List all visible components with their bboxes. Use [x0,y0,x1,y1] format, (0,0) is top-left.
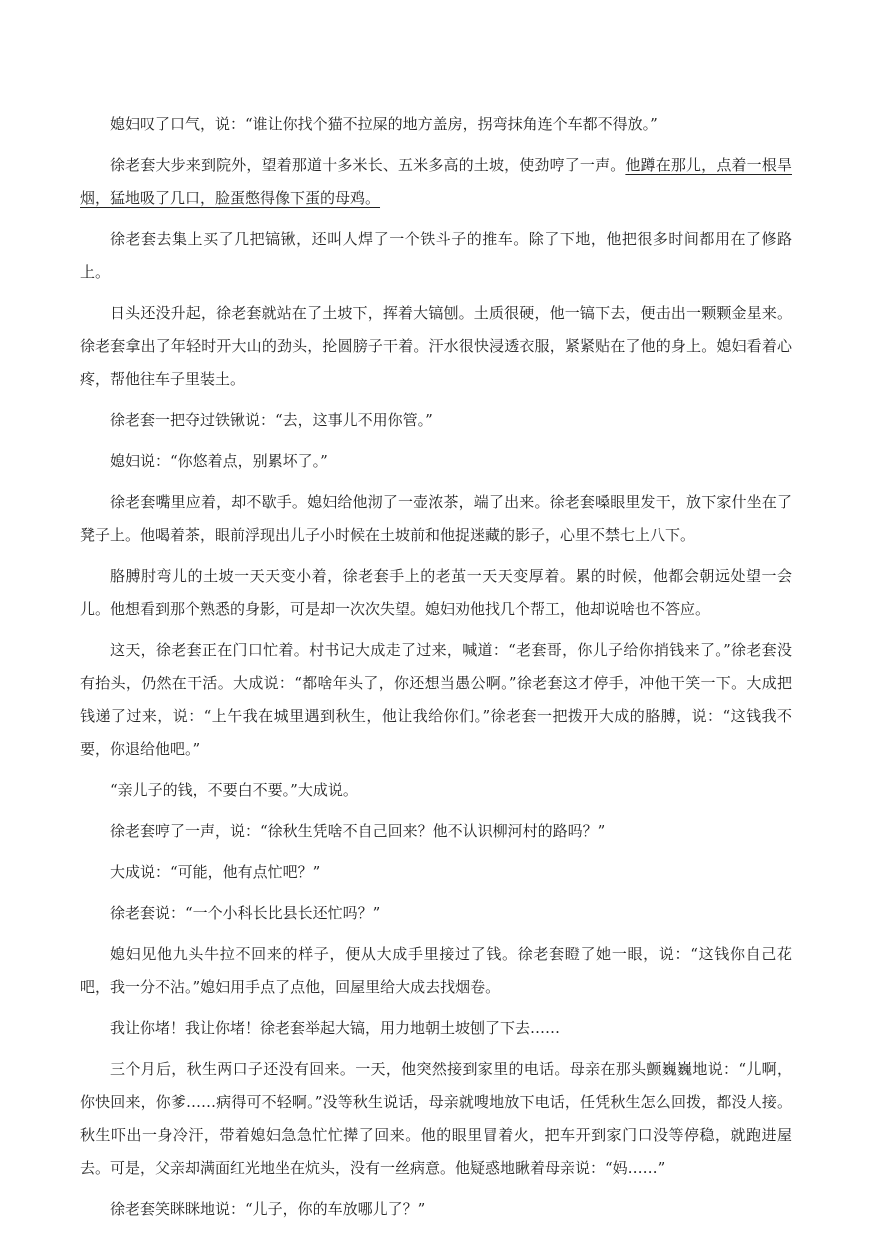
paragraph: 徐老套说：“一个小科长比县长还忙吗？” [110,904,381,922]
paragraph-text: 徐老套大步来到院外，望着那道十多米长、五米多高的土坡，使劲哼了一声。 [110,156,626,174]
paragraph: 徐老套一把夺过铁锹说：“去，这事儿不用你管。” [110,411,433,429]
paragraph: 三个月后，秋生两口子还没有回来。一天，他突然接到家里的电话。母亲在那头颤巍巍地说：“儿啊，你快回来，你爹……病得可不轻啊。”没等秋生说话，母亲就嗖地放下电话，任凭秋生怎么回拨，都没人接。秋生吓出一身冷汗，带着媳妇急急忙忙撵了回来。他的眼里冒着火，把车开到家门口没等停稳，就跑进屋去。可是，父亲却满面红光地坐在炕头，没有一丝病意。他疑惑地瞅着母亲说：“妈……” [80,1060,792,1177]
underlined-sentence: 他蹲在那儿，点着一根旱烟，猛地吸了几口，脸蛋憋得像下蛋的母鸡。 [80,156,792,207]
paragraph: 这天，徐老套正在门口忙着。村书记大成走了过来，喊道：“老套哥，你儿子给你捎钱来了。”徐老套没有抬头，仍然在干活。大成说：“都啥年头了，你还想当愚公啊。”徐老套这才停手，冲他干笑一下。大成把钱递了过来，说：“上午我在城里遇到秋生，他让我给你们。”徐老套一把拨开大成的胳膊，说：“这钱我不要，你退给他吧。” [80,641,792,758]
paragraph: 媳妇叹了口气，说：“谁让你找个猫不拉屎的地方盖房，拐弯抹角连个车都不得放。” [110,115,658,133]
paragraph: 媳妇说：“你悠着点，别累坏了。” [110,452,328,470]
paragraph: 大成说：“可能，他有点忙吧？” [110,863,321,881]
paragraph: 徐老套笑眯眯地说：“儿子，你的车放哪儿了？” [110,1200,426,1218]
paragraph: 日头还没升起，徐老套就站在了土坡下，挥着大镐刨。土质很硬，他一镐下去，便击出一颗颗金星来。徐老套拿出了年轻时开大山的劲头，抡圆膀子干着。汗水很快浸透衣服，紧紧贴在了他的身上。媳妇看着心疼，帮他往车子里装土。 [80,304,792,388]
paragraph: “亲儿子的钱，不要白不要。”大成说。 [110,781,358,799]
paragraph: 徐老套嘴里应着，却不歇手。媳妇给他沏了一壶浓茶，端了出来。徐老套嗓眼里发干，放下家什坐在了凳子上。他喝着茶，眼前浮现出儿子小时候在土坡前和他捉迷藏的影子，心里不禁七上八下。 [80,493,792,544]
paragraph: 徐老套哼了一声，说：“徐秋生凭啥不自己回来？他不认识柳河村的路吗？” [110,822,606,840]
paragraph: 胳膊肘弯儿的土坡一天天变小着，徐老套手上的老茧一天天变厚着。累的时候，他都会朝远处望一会儿。他想看到那个熟悉的身影，可是却一次次失望。媳妇劝他找几个帮工，他却说啥也不答应。 [80,567,792,618]
paragraph: 我让你堵！我让你堵！徐老套举起大镐，用力地朝土坡刨了下去…… [110,1019,561,1037]
paragraph: 媳妇见他九头牛拉不回来的样子，便从大成手里接过了钱。徐老套瞪了她一眼，说：“这钱你自己花吧，我一分不沾。”媳妇用手点了点他，回屋里给大成去找烟卷。 [80,945,792,996]
paragraph: 徐老套去集上买了几把镐锹，还叫人焊了一个铁斗子的推车。除了下地，他把很多时间都用在了修路上。 [80,230,792,281]
paragraph [80,149,792,215]
document-page [80,108,792,1234]
